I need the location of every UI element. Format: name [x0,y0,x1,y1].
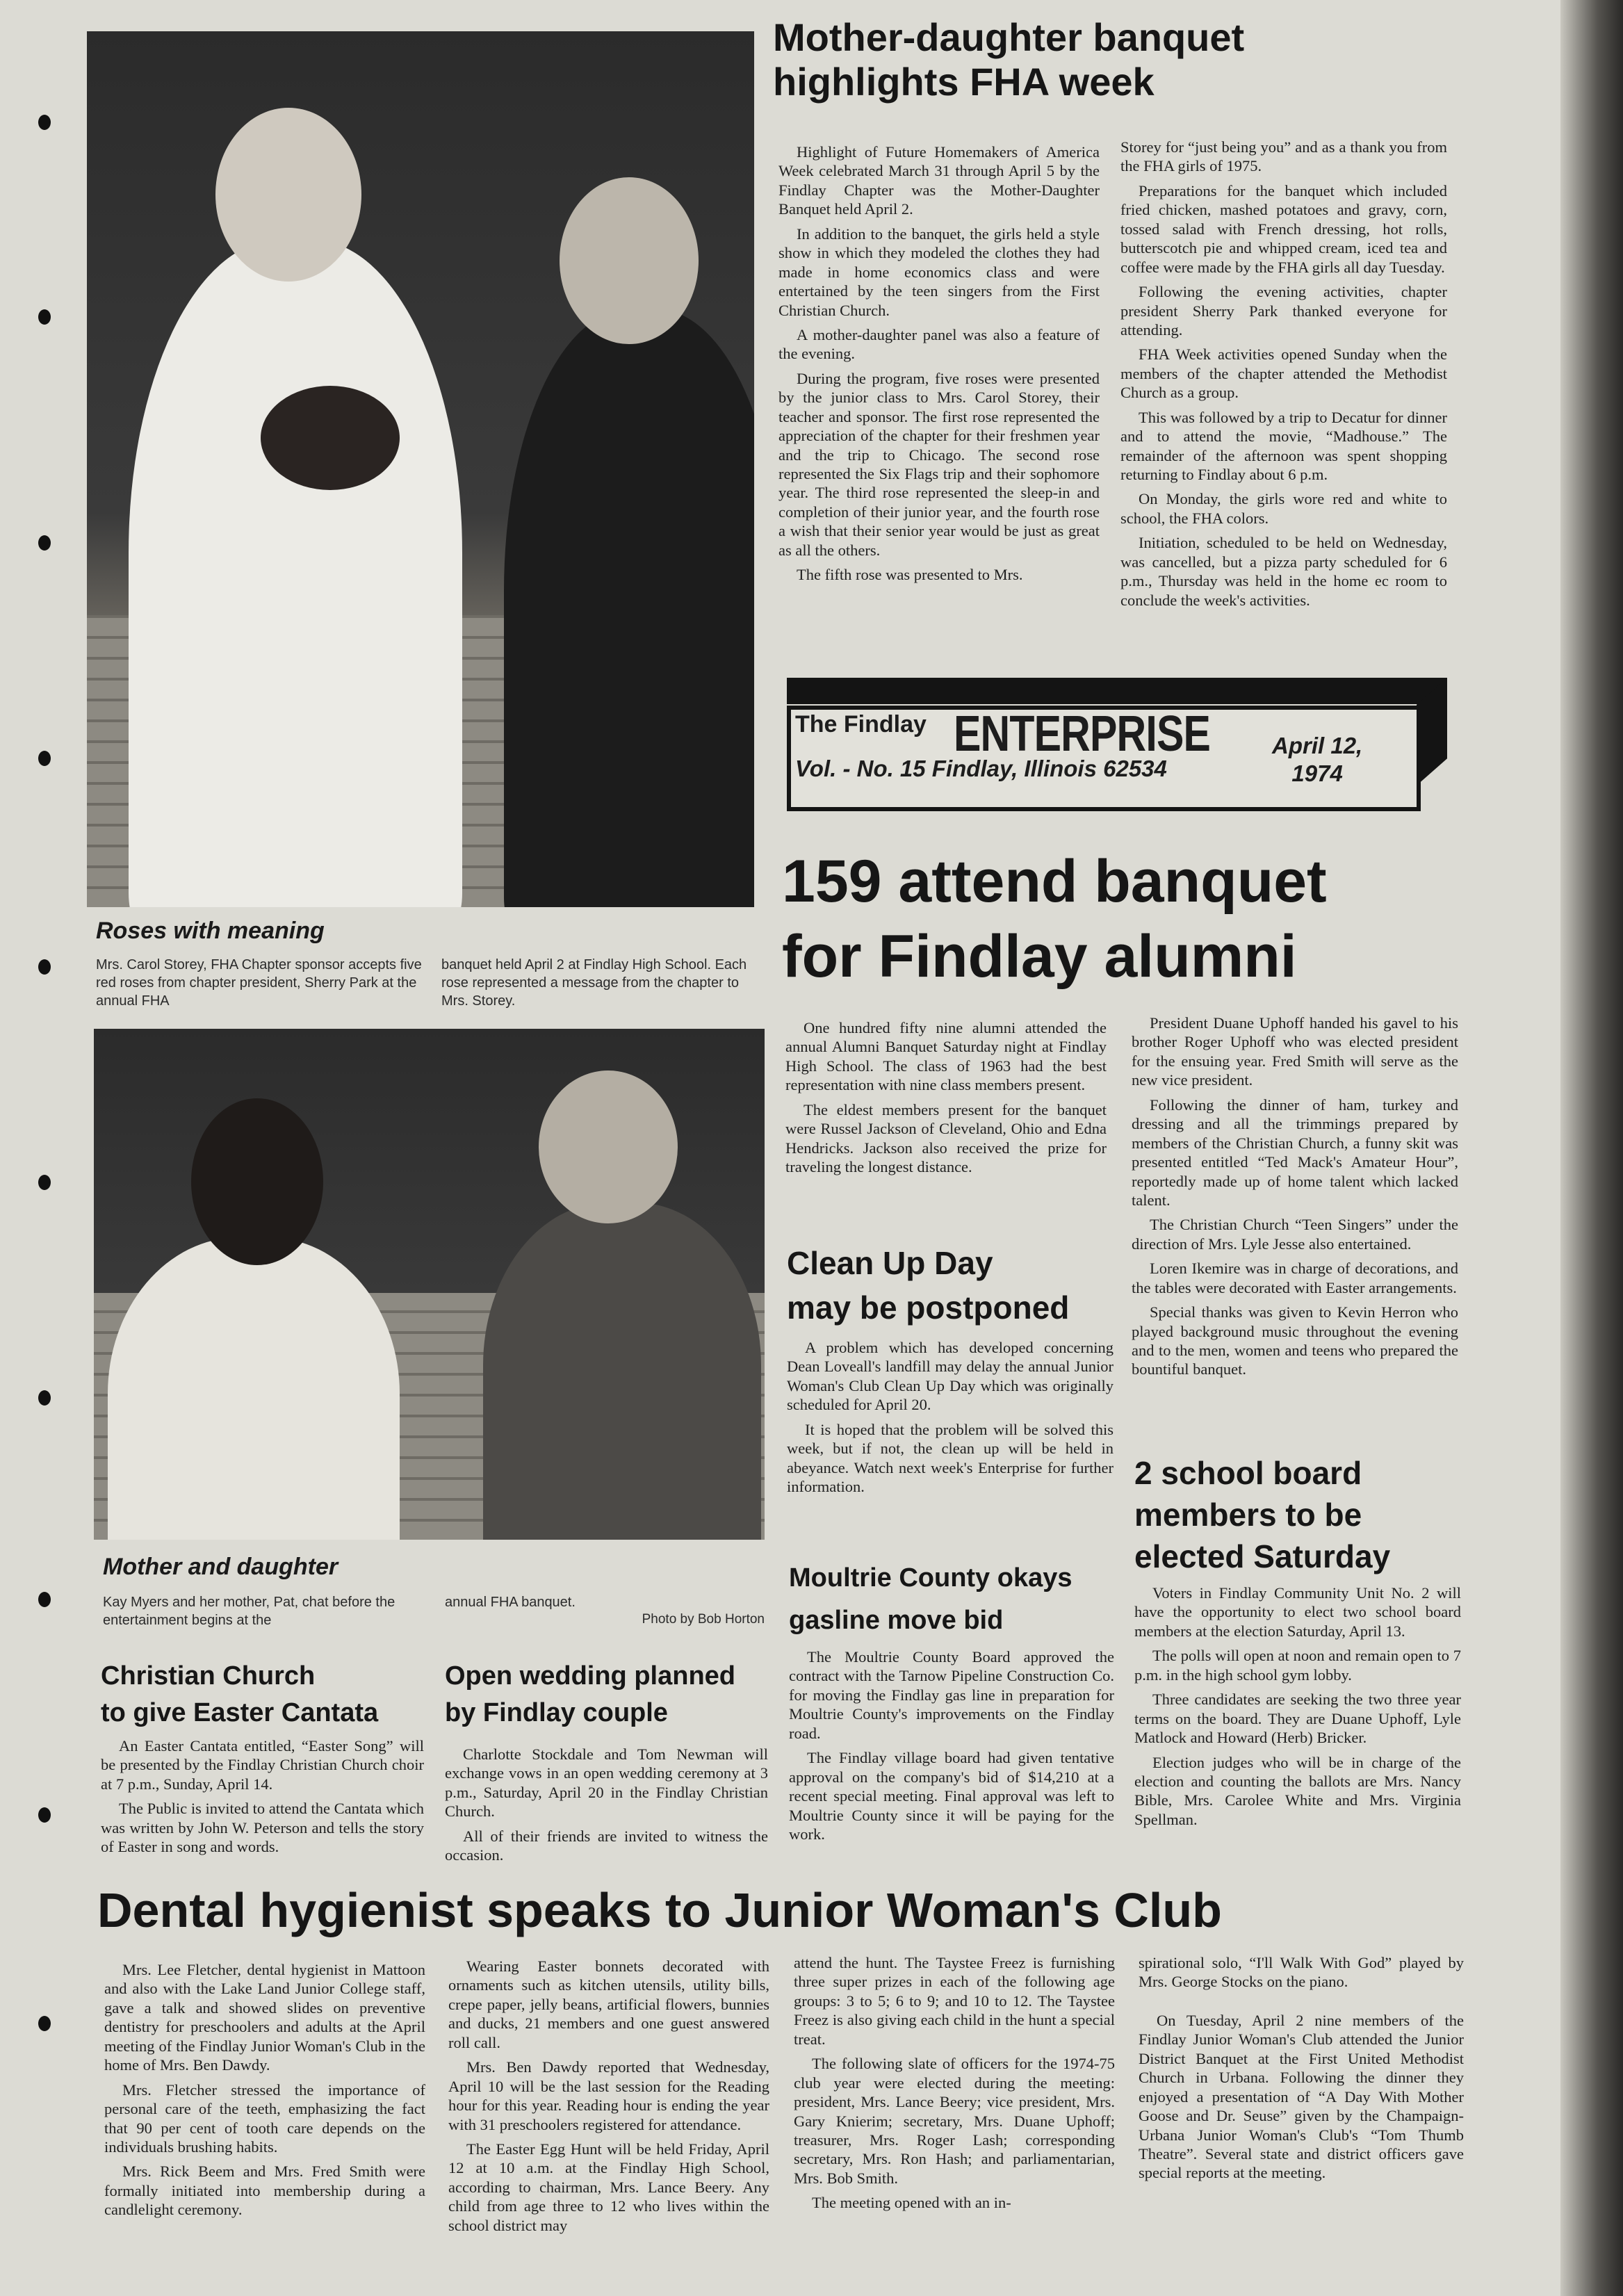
punch-hole [38,115,51,130]
headline-line: 159 attend banquet [782,848,1327,915]
punch-hole [38,1390,51,1406]
paragraph: The following slate of officers for the 1974-75 club year were elected during the meeting: president, Mrs. Lance Beery; vice president, Mrs. Gary Knierim; secretary, Mrs. Duane Uphoff; treasurer, Mrs. Roger Lash; corresponding secretary, Mrs. Ron Hash; and parliamentarian, Mrs. Bob Smith. [794,2055,1115,2187]
cleanup-headline [787,1241,1069,1330]
paragraph: Following the dinner of ham, turkey and dressing and all the trimmings prepared by members of the Christian Church, a funny skit was presented entitled “Ted Mack's Amateur Hour”, reportedly made up of home talent which lacked talent. [1132,1096,1458,1209]
headline-line: Moultrie County okays [789,1563,1073,1593]
paragraph: The polls will open at noon and remain open to 7 p.m. in the high school gym lobby. [1134,1647,1461,1684]
paragraph: The Easter Egg Hunt will be held Friday, April 12 at 10 a.m. at the Findlay High School, according to chairman, Mrs. Lance Beery. Any child from age three to 12 who lives within the school district may [448,2140,769,2234]
paragraph: Three candidates are seeking the two three year terms on the board. They are Duane Uphoff, Lyle Matlock and Howard (Herb) Bricker. [1134,1691,1461,1747]
paragraph: The Public is invited to attend the Cantata which was written by John W. Peterson and tells the story of Easter in song and words. [101,1800,424,1856]
mother-in-checked-suit [483,1203,761,1540]
woman-in-dark-dress [504,309,754,907]
paragraph: Highlight of Future Homemakers of America Week celebrated March 31 through April 5 by the Findlay Chapter was the Mother-Daughter Banquet held April 2. [778,143,1100,218]
paragraph: Charlotte Stockdale and Tom Newman will exchange vows in an open wedding ceremony at 3 p.m., Saturday, April 20 in the Findlay Christian Church. [445,1745,768,1821]
dental-article-column [104,1960,425,2225]
daughter-head [191,1098,323,1265]
fha-headline [773,15,1244,105]
headline-line: elected Saturday [1134,1538,1391,1574]
paragraph: Special thanks was given to Kevin Herron who played background music throughout the evening and to the men, women and teens who prepared the bountiful banquet. [1132,1303,1458,1378]
paragraph: Loren Ikemire was in charge of decorations, and the tables were decorated with Easter arrangements. [1132,1260,1458,1296]
headline-line: for Findlay alumni [782,922,1297,990]
punch-hole [38,2016,51,2031]
daughter-in-floral-dress [108,1237,400,1540]
headline-line: may be postponed [787,1289,1070,1326]
wedding-headline [445,1658,735,1732]
paragraph: In addition to the banquet, the girls held a style show in which they modeled the clothes they had made in home economics class and were entertained by the teen singers from the First Christian Church. [778,225,1100,319]
headline-line: by Findlay couple [445,1698,668,1728]
masthead-date-line: 1974 [1291,760,1343,786]
schoolboard-headline [1134,1453,1390,1577]
paragraph: Wearing Easter bonnets decorated with ornaments such as kitchen utensils, utility bills, crepe paper, jelly beans, artificial flowers, bunnies and ducks, 21 members and one guest answered roll call. [448,1957,769,2051]
alumni-article-column [785,1018,1107,1182]
dental-article-column [448,1957,769,2240]
masthead-date-line: April 12, [1272,733,1363,758]
headline-line: gasline move bid [789,1605,1004,1635]
paragraph: attend the hunt. The Taystee Freez is furnishing three super prizes in each of the following age groups: 3 to 5; 6 to 9; and 10 to 12. The Taystee Freez is also giving each child in the hunt a special treat. [794,1954,1115,2048]
woman-head [560,177,699,344]
caption-text: Mrs. Carol Storey, FHA Chapter sponsor accepts five red roses from chapter president, Sherry Park at the annual FHA [96,957,422,1009]
fha-article-column [1120,138,1447,615]
paragraph: Mrs. Rick Beem and Mrs. Fred Smith were formally initiated into membership during a candlelight ceremony. [104,2163,425,2219]
paragraph: During the program, five roses were presented by the junior class to Mrs. Carol Storey, their teacher and sponsor. The first rose represented the appreciation of the chapter for their freshmen year and the trip to Chicago. The second rose represented the Six Flags trip and their sophomore year. The third rose represented the sleep-in and completion of their junior year, and the fourth rose a wish that their senior year would be just as great as all the others. [778,369,1100,559]
paragraph: All of their friends are invited to witness the occasion. [445,1827,768,1864]
masthead-title: ENTERPRISE [954,706,1211,762]
paragraph: Mrs. Ben Dawdy reported that Wednesday, April 10 will be the last session for the Reading hour for this year. Reading hour is ending the year with 31 preschoolers registered for attendance. [448,2058,769,2133]
masthead-prefix: The Findlay [795,711,927,738]
headline-line: highlights FHA week [773,60,1155,104]
masthead [787,678,1447,817]
caption-title: Mother and daughter [103,1554,339,1580]
headline-line: 2 school board [1134,1455,1362,1491]
church-headline [101,1658,378,1732]
masthead-date [1272,732,1362,787]
headline-line: members to be [1134,1496,1362,1533]
page-binding-edge [1560,0,1623,2296]
paragraph: Storey for “just being you” and as a thank you from the FHA girls of 1975. [1120,138,1447,175]
masthead-top-bar [787,678,1447,704]
paragraph: Preparations for the banquet which included fried chicken, mashed potatoes and gravy, corn, tossed salad with French dressing, hot rolls, butterscotch pie and whipped cream, iced tea and coffee were made by the FHA girls all day Tuesday. [1120,181,1447,276]
paragraph: FHA Week activities opened Sunday when the members of the chapter attended the Methodist Church as a group. [1120,345,1447,402]
photo-credit: Photo by Bob Horton [642,1612,765,1627]
punch-hole [38,1807,51,1823]
paragraph: Initiation, scheduled to be held on Wednesday, was cancelled, but a pizza party scheduled for 6 p.m., Thursday was held in the home ec room to conclude the week's activities. [1120,534,1447,609]
paragraph: A problem which has developed concerning Dean Loveall's landfill may delay the annual Junior Woman's Club Clean Up Day which was originally scheduled for April 20. [787,1339,1114,1414]
paragraph: A mother-daughter panel was also a feature of the evening. [778,325,1100,363]
photo-mother-daughter [94,1029,765,1540]
caption-text: Kay Myers and her mother, Pat, chat before the entertainment begins at the [103,1595,395,1628]
paragraph: Following the evening activities, chapter president Sherry Park thanked everyone for attending. [1120,283,1447,339]
masthead-volume: Vol. - No. 15 Findlay, Illinois 62534 [795,756,1167,781]
paragraph: On Tuesday, April 2 nine members of the Findlay Junior Woman's Club attended the Junior District Banquet at the First United Methodist Church in Urbana. Following the dinner they enjoyed a presentation of “A Day With Mother Goose and Dr. Seuse” given by the Champaign-Urbana Junior Woman's Club's “Tom Thumb Theatre”. Several state and district officers gave special reports at the meeting. [1139,2011,1464,2182]
church-article-column [101,1736,424,1862]
caption-title: Roses with meaning [96,918,325,944]
fha-article-column [778,143,1100,590]
punch-hole [38,535,51,551]
wedding-article-column [445,1745,768,1871]
alumni-headline [782,845,1327,994]
paragraph: The eldest members present for the banquet were Russel Jackson of Cleveland, Ohio and Edna Hendricks. Jackson also received the prize for traveling the longest distance. [785,1100,1107,1176]
paragraph: It is hoped that the problem will be solved this week, but if not, the clean up will be held in abeyance. Watch next week's Enterprise for further information. [787,1420,1114,1496]
paragraph: On Monday, the girls wore red and white to school, the FHA colors. [1120,490,1447,527]
headline-line: Clean Up Day [787,1245,993,1281]
paragraph: Mrs. Lee Fletcher, dental hygienist in Mattoon and also with the Lake Land Junior College staff, gave a talk and showed slides on preventive dentistry for preschoolers and adults at the April meeting of the Findlay Junior Woman's Club in the home of Mrs. Ben Dawdy. [104,1961,425,2074]
paragraph: spirational solo, “I'll Walk With God” played by Mrs. George Stocks on the piano. [1139,1954,1464,1991]
moultrie-article-column [789,1647,1114,1849]
cleanup-article-column [787,1338,1114,1502]
punch-hole [38,1175,51,1190]
paragraph: President Duane Uphoff handed his gavel to his brother Roger Uphoff who was elected president for the ensuing year. Fred Smith will serve as the new vice president. [1132,1014,1458,1089]
woman-head [215,108,361,282]
paragraph: Voters in Findlay Community Unit No. 2 will have the opportunity to elect two school board members at the election Saturday, April 13. [1134,1584,1461,1640]
punch-hole [38,1592,51,1607]
caption-text: banquet held April 2 at Findlay High School. Each rose represented a message from the chapter to Mrs. Storey. [441,957,747,1009]
paragraph: The fifth rose was presented to Mrs. [797,566,1023,584]
rose-bouquet [261,386,400,490]
headline-line: Open wedding planned [445,1661,735,1691]
mother-head [539,1070,678,1223]
paragraph: Election judges who will be in charge of the election and counting the ballots are Mrs. Nancy Bible, Mrs. Carolee White and Mrs. Virginia Spellman. [1134,1753,1461,1828]
paragraph: Mrs. Fletcher stressed the importance of personal care of the teeth, emphasizing the fact that 90 per cent of tooth care depends on the individuals brushing habits. [104,2081,425,2156]
punch-hole [38,309,51,325]
alumni-article-column [1132,1013,1458,1385]
punch-hole [38,959,51,975]
dental-headline: Dental hygienist speaks to Junior Woman's Club [97,1883,1222,1937]
paragraph: The Findlay village board had given tentative approval on the company's bid of $14,210 at a recent special meeting. Final approval was left to Moultrie County since it will be paying for the work. [789,1749,1114,1843]
headline-line: Christian Church [101,1661,316,1691]
headline-line: Mother-daughter banquet [773,15,1245,59]
paragraph: An Easter Cantata entitled, “Easter Song” will be presented by the Findlay Christian Church choir at 7 p.m., Sunday, April 14. [101,1737,424,1793]
headline-line: to give Easter Cantata [101,1698,379,1728]
paragraph: One hundred fifty nine alumni attended the annual Alumni Banquet Saturday night at Findlay High School. The class of 1963 had the best representation with nine class members present. [785,1019,1107,1094]
schoolboard-article-column [1134,1583,1461,1834]
woman-in-white-gown [129,240,462,907]
paragraph: This was followed by a trip to Decatur for dinner and to attend the movie, “Madhouse.” The remainder of the afternoon was spent shopping returning to Findlay about 6 p.m. [1120,408,1447,483]
dental-article-column [1139,1953,1464,2188]
photo-roses [87,31,754,907]
paragraph: The meeting opened with an in- [812,2194,1011,2212]
punch-hole [38,751,51,766]
caption-text: annual FHA banquet. [445,1595,576,1610]
paragraph: The Christian Church “Teen Singers” under the direction of Mrs. Lyle Jesse also entertained. [1132,1216,1458,1253]
moultrie-headline [789,1557,1073,1642]
dental-article-column [794,1953,1115,2218]
paragraph: The Moultrie County Board approved the contract with the Tarnow Pipeline Construction Co. for moving the Findlay gas line in preparation for Moultrie County's improvements on the Findlay road. [789,1648,1114,1742]
